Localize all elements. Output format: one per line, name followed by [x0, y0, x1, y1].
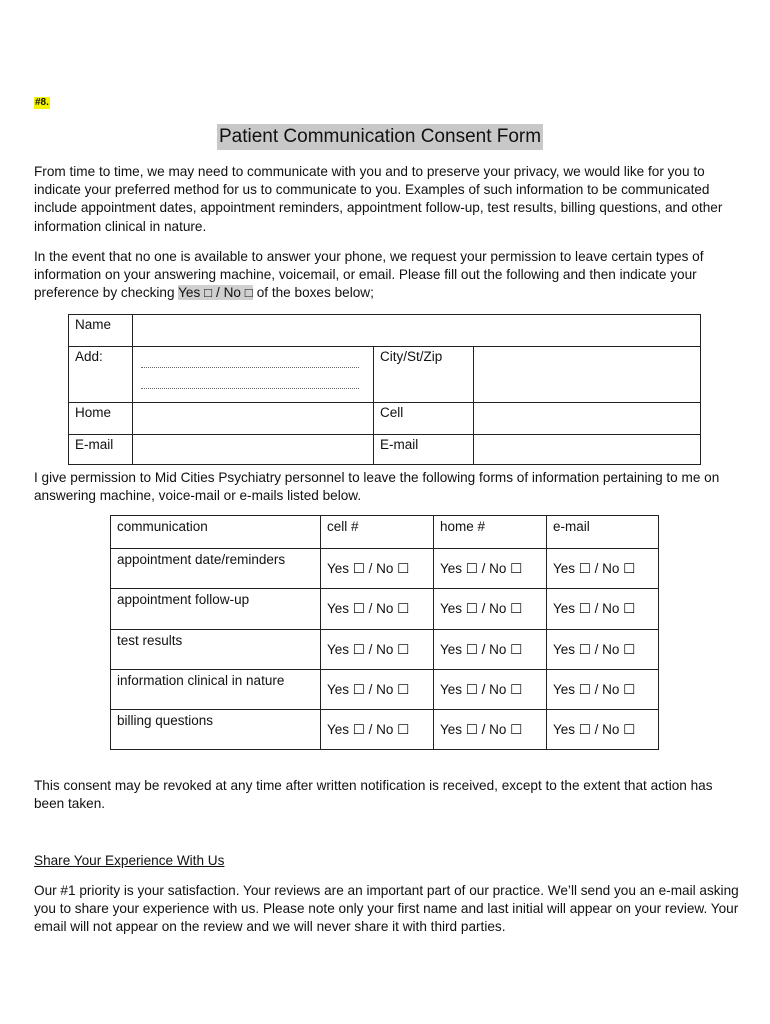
- name-label: Name: [69, 315, 133, 347]
- name-field[interactable]: [133, 315, 701, 347]
- address-line-2: [141, 388, 359, 389]
- address-line-1: [141, 367, 359, 368]
- home-yes-no-checkbox[interactable]: Yes ☐ / No ☐: [434, 630, 547, 670]
- permission-text-after: of the boxes below;: [252, 285, 374, 301]
- email-label-left: E-mail: [69, 435, 133, 465]
- share-paragraph: Our #1 priority is your satisfaction. Your reviews are an important part of our practice. We’ll send you an e-mail asking you to share your experience with us. Please note only your first name and last initial will appear on your review. Your email will not appear on the review and we will never share it with third parties.: [34, 883, 739, 935]
- address-field[interactable]: [133, 347, 374, 403]
- email-yes-no-checkbox[interactable]: Yes ☐ / No ☐: [547, 549, 659, 589]
- email-label-right: E-mail: [374, 435, 474, 465]
- permission-text-before: In the event that no one is available to answer your phone, we request your permission to leave certain types of information on your answering machine, voicemail, or email. Please fill out the following and then indicate your preference by checking: [34, 249, 704, 301]
- row-label: appointment follow-up: [111, 589, 321, 630]
- consent-header-row: [111, 516, 659, 549]
- email-yes-no-checkbox[interactable]: Yes ☐ / No ☐: [547, 710, 659, 750]
- home-yes-no-checkbox[interactable]: Yes ☐ / No ☐: [434, 549, 547, 589]
- home-yes-no-checkbox[interactable]: Yes ☐ / No ☐: [434, 670, 547, 710]
- share-heading: Share Your Experience With Us: [34, 853, 225, 868]
- city-field[interactable]: [474, 347, 701, 403]
- home-phone-field[interactable]: [133, 403, 374, 435]
- permission-paragraph: [34, 248, 739, 303]
- table-row: [111, 630, 659, 670]
- header-home: home #: [434, 516, 547, 549]
- header-communication: communication: [111, 516, 321, 549]
- header-cell: cell #: [321, 516, 434, 549]
- email-field-right[interactable]: [474, 435, 701, 465]
- table-row: [111, 589, 659, 630]
- row-label: test results: [111, 630, 321, 670]
- grant-paragraph: I give permission to Mid Cities Psychiatry personnel to leave the following forms of information pertaining to me on answering machine, voice-mail or e-mails listed below.: [34, 470, 720, 504]
- document-number-tag: #8.: [35, 97, 49, 108]
- intro-paragraph: From time to time, we may need to communicate with you and to preserve your privacy, we would like for you to indicate your preferred method for us to communicate to you. Examples of such information to be communicated include appointment dates, appointment reminders, appointment follow-up, test results, billing questions, and other information clinical in nature.: [34, 164, 723, 234]
- table-row: [111, 549, 659, 589]
- yes-no-highlight: Yes □ / No □: [178, 285, 253, 301]
- email-yes-no-checkbox[interactable]: Yes ☐ / No ☐: [547, 630, 659, 670]
- cell-yes-no-checkbox[interactable]: Yes ☐ / No ☐: [321, 549, 434, 589]
- home-yes-no-checkbox[interactable]: Yes ☐ / No ☐: [434, 710, 547, 750]
- address-label: Add:: [69, 347, 133, 403]
- city-label: City/St/Zip: [374, 347, 474, 403]
- cell-yes-no-checkbox[interactable]: Yes ☐ / No ☐: [321, 710, 434, 750]
- home-yes-no-checkbox[interactable]: Yes ☐ / No ☐: [434, 589, 547, 630]
- home-label: Home: [69, 403, 133, 435]
- table-row: [111, 670, 659, 710]
- patient-info-table: [68, 314, 701, 465]
- email-yes-no-checkbox[interactable]: Yes ☐ / No ☐: [547, 670, 659, 710]
- row-label: information clinical in nature: [111, 670, 321, 710]
- row-label: appointment date/reminders: [111, 549, 321, 589]
- cell-label: Cell: [374, 403, 474, 435]
- cell-yes-no-checkbox[interactable]: Yes ☐ / No ☐: [321, 670, 434, 710]
- row-label: billing questions: [111, 710, 321, 750]
- header-email: e-mail: [547, 516, 659, 549]
- consent-table: [110, 515, 659, 750]
- page-title: Patient Communication Consent Form: [217, 124, 543, 150]
- table-row: [111, 710, 659, 750]
- cell-yes-no-checkbox[interactable]: Yes ☐ / No ☐: [321, 630, 434, 670]
- cell-yes-no-checkbox[interactable]: Yes ☐ / No ☐: [321, 589, 434, 630]
- revoke-paragraph: This consent may be revoked at any time after written notification is received, except to the extent that action has been taken.: [34, 778, 713, 812]
- email-yes-no-checkbox[interactable]: Yes ☐ / No ☐: [547, 589, 659, 630]
- cell-phone-field[interactable]: [474, 403, 701, 435]
- email-field-left[interactable]: [133, 435, 374, 465]
